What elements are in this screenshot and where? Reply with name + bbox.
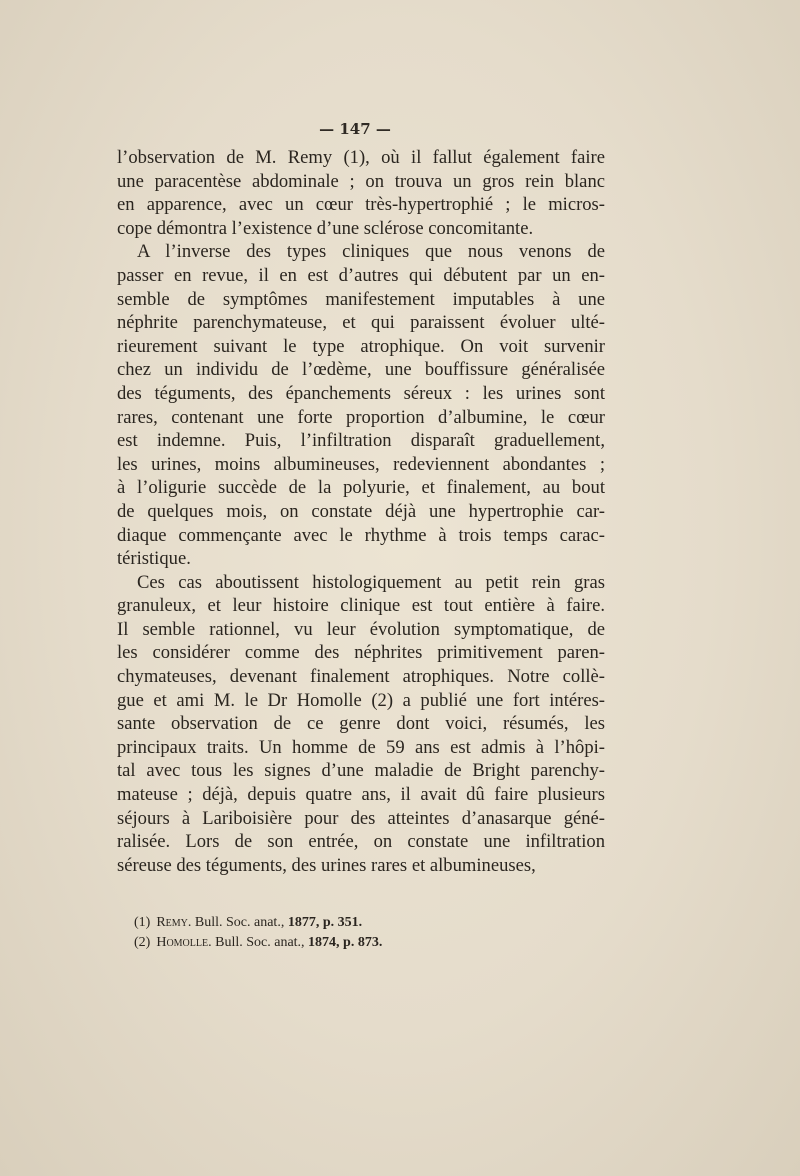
text-line: semble de symptômes manifestement imputables à une — [117, 288, 605, 310]
footnote — [134, 913, 604, 933]
paragraph — [117, 146, 605, 240]
text-line: principaux traits. Un homme de 59 ans est admis à l’hôpi- — [117, 736, 605, 758]
body-text — [117, 146, 605, 877]
text-line: Ces cas aboutissent histologiquement au petit rein gras — [137, 571, 605, 593]
footnote-author: Remy — [156, 915, 188, 930]
footnote-reference: . Bull. Soc. anat., — [187, 915, 288, 930]
text-line: chez un individu de l’œdème, une bouffissure généralisée — [117, 359, 605, 381]
paragraph — [117, 571, 605, 878]
text-line: A l’inverse des types cliniques que nous venons de — [137, 241, 605, 263]
text-line: granuleux, et leur histoire clinique est tout entière à faire. — [117, 595, 605, 617]
footnote — [134, 933, 604, 953]
text-line: néphrite parenchymateuse, et qui paraissent évoluer ulté- — [117, 312, 605, 334]
footnote-number: (2) — [134, 935, 151, 950]
text-line: ralisée. Lors de son entrée, on constate une infiltration — [117, 831, 605, 853]
text-line: les considérer comme des néphrites primitivement paren- — [117, 642, 605, 664]
page-number: — 147 — — [319, 120, 391, 138]
text-line: une paracentèse abdominale ; on trouva un gros rein blanc — [117, 170, 605, 192]
text-line: l’observation de M. Remy (1), où il fallut également faire — [117, 147, 605, 168]
text-line: cope démontra l’existence d’une sclérose concomitante. — [117, 217, 534, 239]
text-line: tal avec tous les signes d’une maladie de Bright parenchy- — [117, 760, 605, 782]
text-line: de quelques mois, on constate déjà une hypertrophie car- — [117, 500, 605, 522]
text-line: en apparence, avec un cœur très-hypertrophié ; le micros- — [117, 194, 605, 216]
text-line: téristique. — [117, 548, 191, 570]
text-line: à l’oligurie succède de la polyurie, et finalement, au bout — [117, 477, 605, 499]
footnote-reference: . Bull. Soc. anat., — [208, 935, 309, 950]
text-line: gue et ami M. le Dr Homolle (2) a publié une fort intéres- — [117, 689, 605, 711]
text-line: séreuse des téguments, des urines rares et albumineuses, — [117, 854, 536, 876]
text-line: sante observation de ce genre dont voici, résumés, les — [117, 713, 605, 735]
text-line: Il semble rationnel, vu leur évolution symptomatique, de — [117, 618, 605, 640]
text-line: des téguments, des épanchements séreux : les urines sont — [117, 382, 605, 404]
footnotes — [134, 913, 604, 953]
text-line: rares, contenant une forte proportion d’albumine, le cœur — [117, 406, 605, 428]
text-line: est indemne. Puis, l’infiltration disparaît graduellement, — [117, 430, 605, 452]
paragraph — [117, 240, 605, 570]
text-line: diaque commençante avec le rhythme à trois temps carac- — [117, 524, 605, 546]
footnote-author: Homolle — [156, 935, 209, 950]
footnote-year: 1877, p. 351. — [287, 915, 363, 930]
footnote-number: (1) — [134, 915, 151, 930]
text-line: chymateuses, devenant finalement atrophiques. Notre collè- — [117, 666, 605, 688]
text-line: rieurement suivant le type atrophique. On voit survenir — [117, 335, 605, 357]
footnote-year: 1874, p. 873. — [308, 935, 383, 950]
text-line: les urines, moins albumineuses, redeviennent abondantes ; — [117, 453, 605, 475]
text-line: mateuse ; déjà, depuis quatre ans, il avait dû faire plusieurs — [117, 784, 605, 806]
text-line: séjours à Lariboisière pour des atteintes d’anasarque géné- — [117, 807, 605, 829]
text-line: passer en revue, il en est d’autres qui débutent par un en- — [117, 264, 605, 286]
